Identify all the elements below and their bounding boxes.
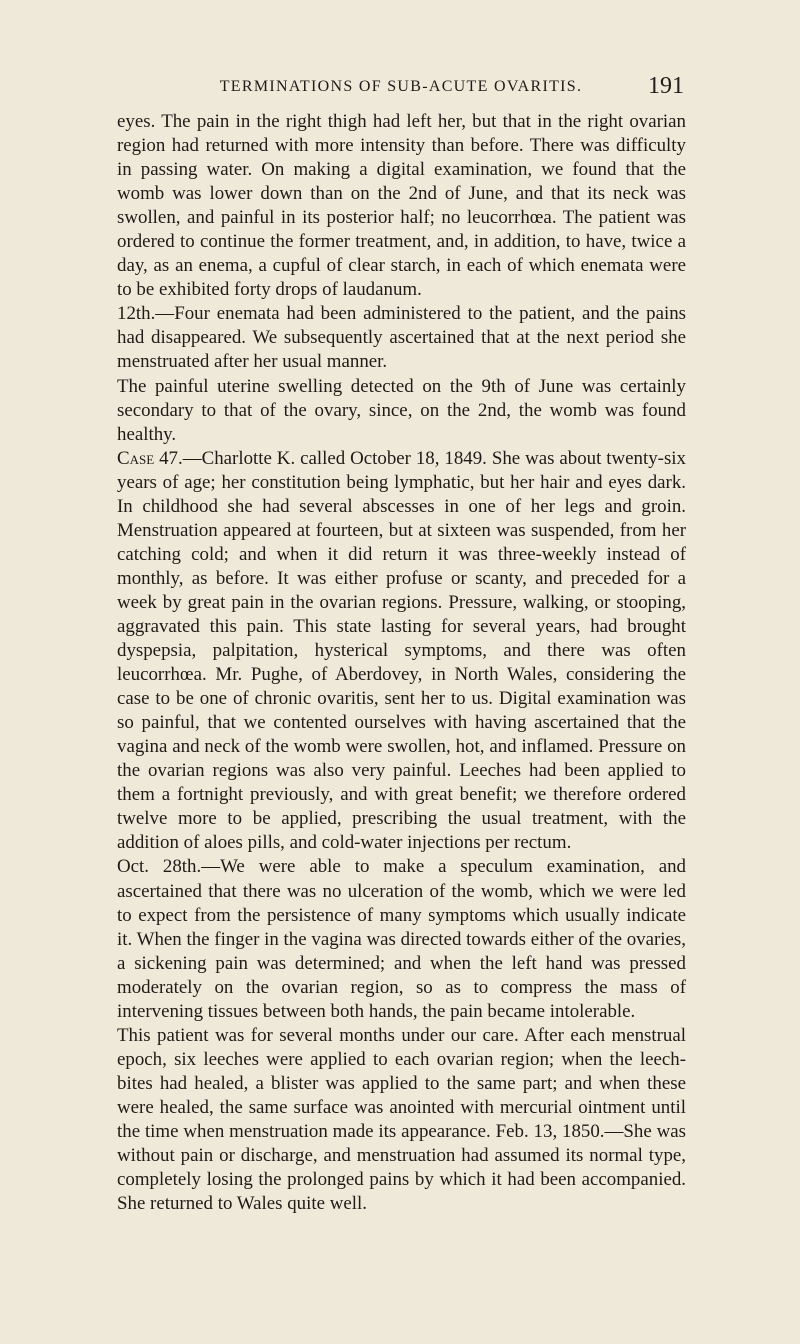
page-number: 191 bbox=[648, 73, 684, 99]
paragraph: 12th.—Four enemata had been administered to the patient, and the pains had disappeared. We subsequently ascertained that at the next period she menstruated after her usual manner. bbox=[117, 303, 686, 373]
running-head bbox=[118, 74, 684, 104]
paragraph: The painful uterine swelling detected on the 9th of June was certainly secondary to that of the ovary, since, on the 2nd, the womb was found healthy. bbox=[117, 375, 686, 445]
running-title: TERMINATIONS OF SUB-ACUTE OVARITIS. bbox=[219, 78, 583, 95]
case-paragraph bbox=[117, 447, 686, 856]
body-text bbox=[117, 110, 686, 1216]
paragraph: Oct. 28th.—We were able to make a speculum examination, and ascertained that there was no ulceration of the womb, which we were led to expect from the persistence of many symptoms which usually indicate it. When the finger in the vagina was directed towards either of the ovaries, a sickening pain was determined; and when the left hand was pressed moderately on the ovarian region, so as to compress the mass of intervening tissues between both hands, the pain became intolerable. bbox=[117, 856, 686, 1022]
case-text: —Charlotte K. called October 18, 1849. She was about twenty-six years of age; her constitution being lymphatic, but her hair and eyes dark. In childhood she had several abscesses in one of her legs and groin. Menstruation appeared at fourteen, but at sixteen was suspended, from her catching cold; and when it did return it was three-weekly instead of monthly, as before. It was either profuse or scanty, and preceded for a week by great pain in the ovarian regions. Pressure, walking, or stooping, aggravated this pain. This state lasting for several years, had brought dyspepsia, palpitation, hysterical symptoms, and there was often leucorrhœa. Mr. Pughe, of Aberdovey, in North Wales, considering the case to be one of chronic ovaritis, sent her to us. Digital examination was so painful, that we contented ourselves with having ascertained that the vagina and neck of the womb were swollen, hot, and inflamed. Pressure on the ovarian regions was also very painful. Leeches had been applied to them a fortnight previously, and with great benefit; we therefore ordered twelve more to be applied, prescribing the usual treatment, with the addition of aloes pills, and cold-water injections per rectum. bbox=[117, 447, 687, 854]
paragraph: This patient was for several months under our care. After each menstrual epoch, six leeches were applied to each ovarian region; when the leech-bites had healed, a blister was applied to the same part; and when these were healed, the same surface was anointed with mercurial ointment until the time when menstruation made its appearance. Feb. 13, 1850.—She was without pain or discharge, and menstruation had assumed its normal type, completely losing the prolonged pains by which it had been accompanied. She returned to Wales quite well. bbox=[117, 1024, 686, 1215]
paragraph: eyes. The pain in the right thigh had left her, but that in the right ovarian region had returned with more intensity than before. There was difficulty in passing water. On making a digital examination, we found that the womb was lower down than on the 2nd of June, and that its neck was swollen, and painful in its posterior half; no leucorrhœa. The patient was ordered to continue the former treatment, and, in addition, to have, twice a day, as an enema, a cupful of clear starch, in each of which enemata were to be exhibited forty drops of laudanum. bbox=[117, 111, 686, 301]
case-label: Case 47. bbox=[117, 447, 183, 469]
